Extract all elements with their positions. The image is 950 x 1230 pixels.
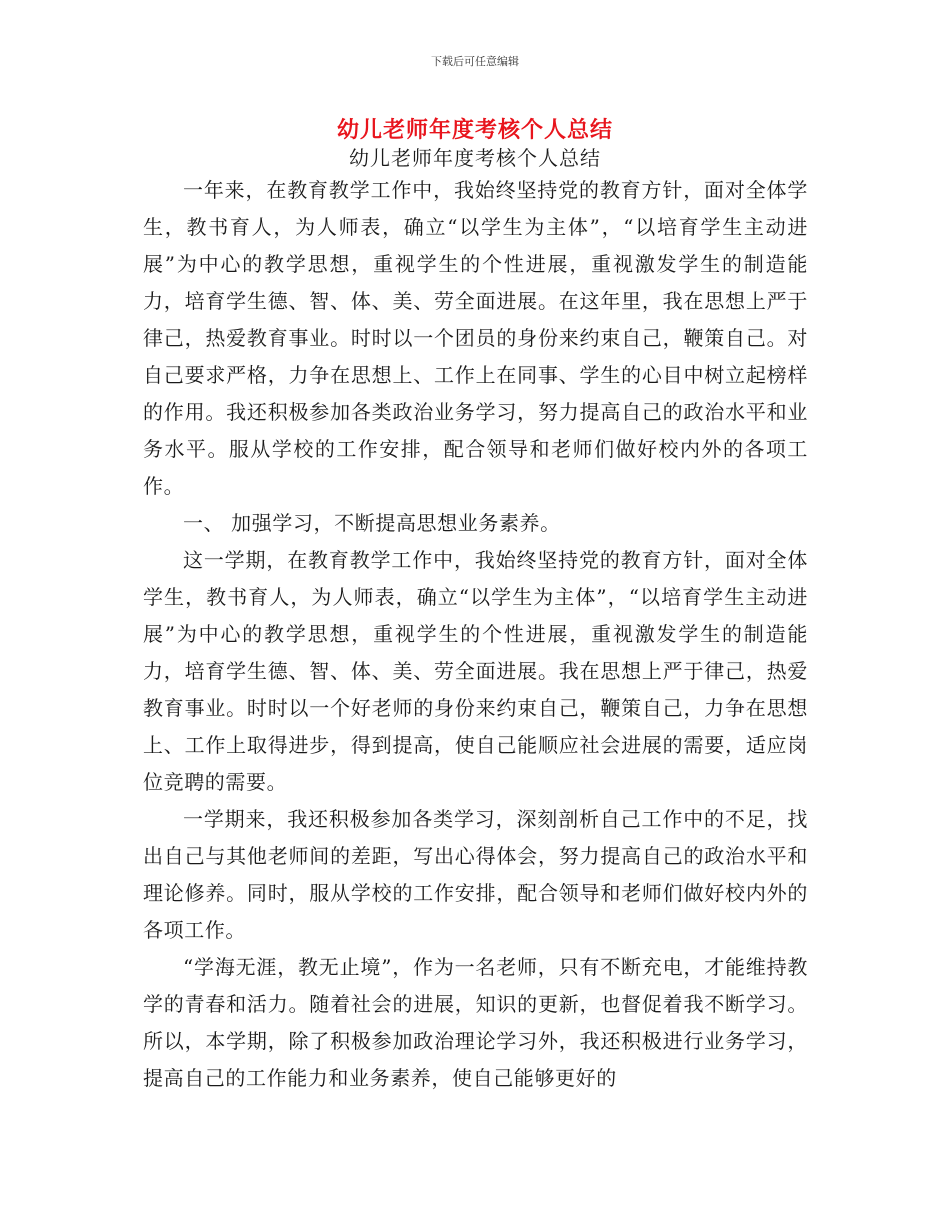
document-title: 幼儿老师年度考核个人总结 <box>336 118 613 143</box>
paragraph-2: 这一学期，在教育教学工作中，我始终坚持党的教育方针，面对全体学生，教书育人，为人师表，确立“以学生为主体”，“以培育学生主动进展”为中心的教学思想，重视学生的个性进展，重视激发学生的制造能力，培育学生德、智、体、美、劳全面进展。我在思想上严于律己，热爱教育事业。时时以一个好老师的身份来约束自己，鞭策自己，力争在思想上、工作上取得进步，得到提高，使自己能顺应社会进展的需要，适应岗位竞聘的需要。 <box>143 548 808 794</box>
document-subtitle: 幼儿老师年度考核个人总结 <box>349 146 601 170</box>
paragraph-3: 一学期来，我还积极参加各类学习，深刻剖析自己工作中的不足，找出自己与其他老师间的差距，写出心得体会，努力提高自己的政治水平和理论修养。同时，服从学校的工作安排，配合领导和老师们做好校内外的各项工作。 <box>143 807 808 942</box>
paragraph-4: “学海无涯，教无止境”，作为一名老师，只有不断充电，才能维持教学的青春和活力。随着社会的进展，知识的更新，也督促着我不断学习。所以，本学期，除了积极参加政治理论学习外，我还积极进行业务学习，提高自己的工作能力和业务素养，使自己能够更好的 <box>143 955 808 1090</box>
section-heading-1: 一、 加强学习，不断提高思想业务素养。 <box>183 511 561 535</box>
header-note: 下载后可任意编辑 <box>431 55 519 68</box>
paragraph-1: 一年来，在教育教学工作中，我始终坚持党的教育方针，面对全体学生，教书育人，为人师表，确立“以学生为主体”，“以培育学生主动进展”为中心的教学思想，重视学生的个性进展，重视激发学生的制造能力，培育学生德、智、体、美、劳全面进展。在这年里，我在思想上严于律己，热爱教育事业。时时以一个团员的身份来约束自己，鞭策自己。对自己要求严格，力争在思想上、工作上在同事、学生的心目中树立起榜样的作用。我还积极参加各类政治业务学习，努力提高自己的政治水平和业务水平。服从学校的工作安排，配合领导和老师们做好校内外的各项工作。 <box>143 178 808 498</box>
document-body <box>143 172 808 1097</box>
